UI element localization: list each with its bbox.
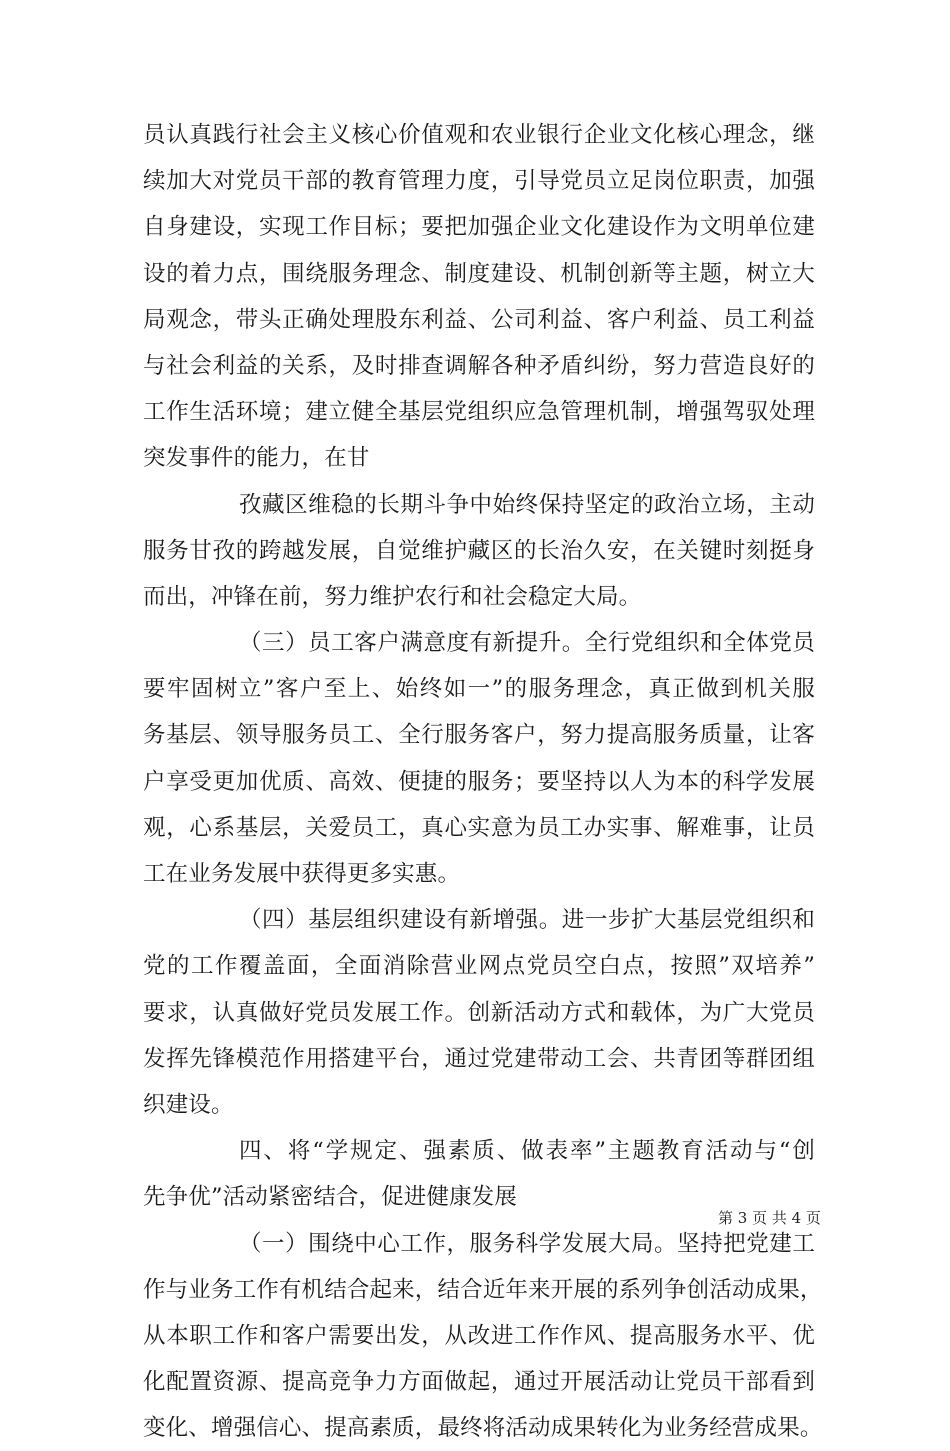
text-line: 务基层、领导服务员工、全行服务客户，努力提高服务质量，让客 [143, 722, 815, 749]
text-line: 与社会利益的关系，及时排查调解各种矛盾纠纷，努力营造良好的 [143, 352, 815, 379]
text-line: 孜藏区维稳的长期斗争中始终保持坚定的政治立场，主动 [239, 491, 815, 518]
text-line: 从本职工作和客户需要出发，从改进工作作风、提高服务水平、优 [143, 1322, 815, 1349]
document-body [143, 112, 823, 1451]
text-line: 员认真践行社会主义核心价值观和农业银行企业文化核心理念，继 [143, 122, 815, 148]
text-line: 局观念，带头正确处理股东利益、公司利益、客户利益、员工利益 [143, 306, 815, 333]
text-line: 变化、增强信心、提高素质，最终将活动成果转化为业务经营成果。 [143, 1415, 823, 1442]
text-line: 党的工作覆盖面，全面消除营业网点党员空白点，按照”双培养” [143, 953, 815, 980]
chapter-heading-line: 先争优”活动紧密结合，促进健康发展 [143, 1184, 518, 1211]
text-line: 要求，认真做好党员发展工作。创新活动方式和载体，为广大党员 [143, 999, 815, 1026]
section-heading-line: （四）基层组织建设有新增强。进一步扩大基层党组织和 [239, 907, 815, 934]
text-line: 作与业务工作有机结合起来，结合近年来开展的系列争创活动成果， [143, 1276, 823, 1303]
text-line: 户享受更加优质、高效、便捷的服务；要坚持以人为本的科学发展 [143, 768, 815, 795]
chapter-heading-line: 四、将“学规定、强素质、做表率”主题教育活动与“创 [239, 1138, 815, 1165]
text-line: 自身建设，实现工作目标；要把加强企业文化建设作为文明单位建 [143, 214, 815, 241]
text-line: 突发事件的能力，在甘 [143, 445, 370, 472]
text-line: 织建设。 [143, 1091, 234, 1118]
text-line: 发挥先锋模范作用搭建平台，通过党建带动工会、共青团等群团组 [143, 1045, 815, 1072]
section-heading-line: （一）围绕中心工作，服务科学发展大局。坚持把党建工 [239, 1230, 815, 1257]
page-number-footer: 第 3 页 共 4 页 [718, 1209, 821, 1227]
text-line: 设的着力点，围绕服务理念、制度建设、机制创新等主题，树立大 [143, 260, 815, 287]
text-line: 而出，冲锋在前，努力维护农行和社会稳定大局。 [143, 583, 642, 610]
text-line: 观，心系基层，关爱员工，真心实意为员工办实事、解难事，让员 [143, 814, 815, 841]
text-line: 工作生活环境；建立健全基层党组织应急管理机制，增强驾驭处理 [143, 399, 815, 426]
section-heading-line: （三）员工客户满意度有新提升。全行党组织和全体党员 [239, 630, 815, 657]
text-line: 要牢固树立”客户至上、始终如一”的服务理念，真正做到机关服 [143, 676, 815, 703]
text-line: 服务甘孜的跨越发展，自觉维护藏区的长治久安，在关键时刻挺身 [143, 537, 815, 564]
text-line: 化配置资源、提高竞争力方面做起，通过开展活动让党员干部看到 [143, 1369, 815, 1396]
text-line: 续加大对党员干部的教育管理力度，引导党员立足岗位职责，加强 [143, 168, 815, 195]
text-line: 工在业务发展中获得更多实惠。 [143, 861, 461, 887]
